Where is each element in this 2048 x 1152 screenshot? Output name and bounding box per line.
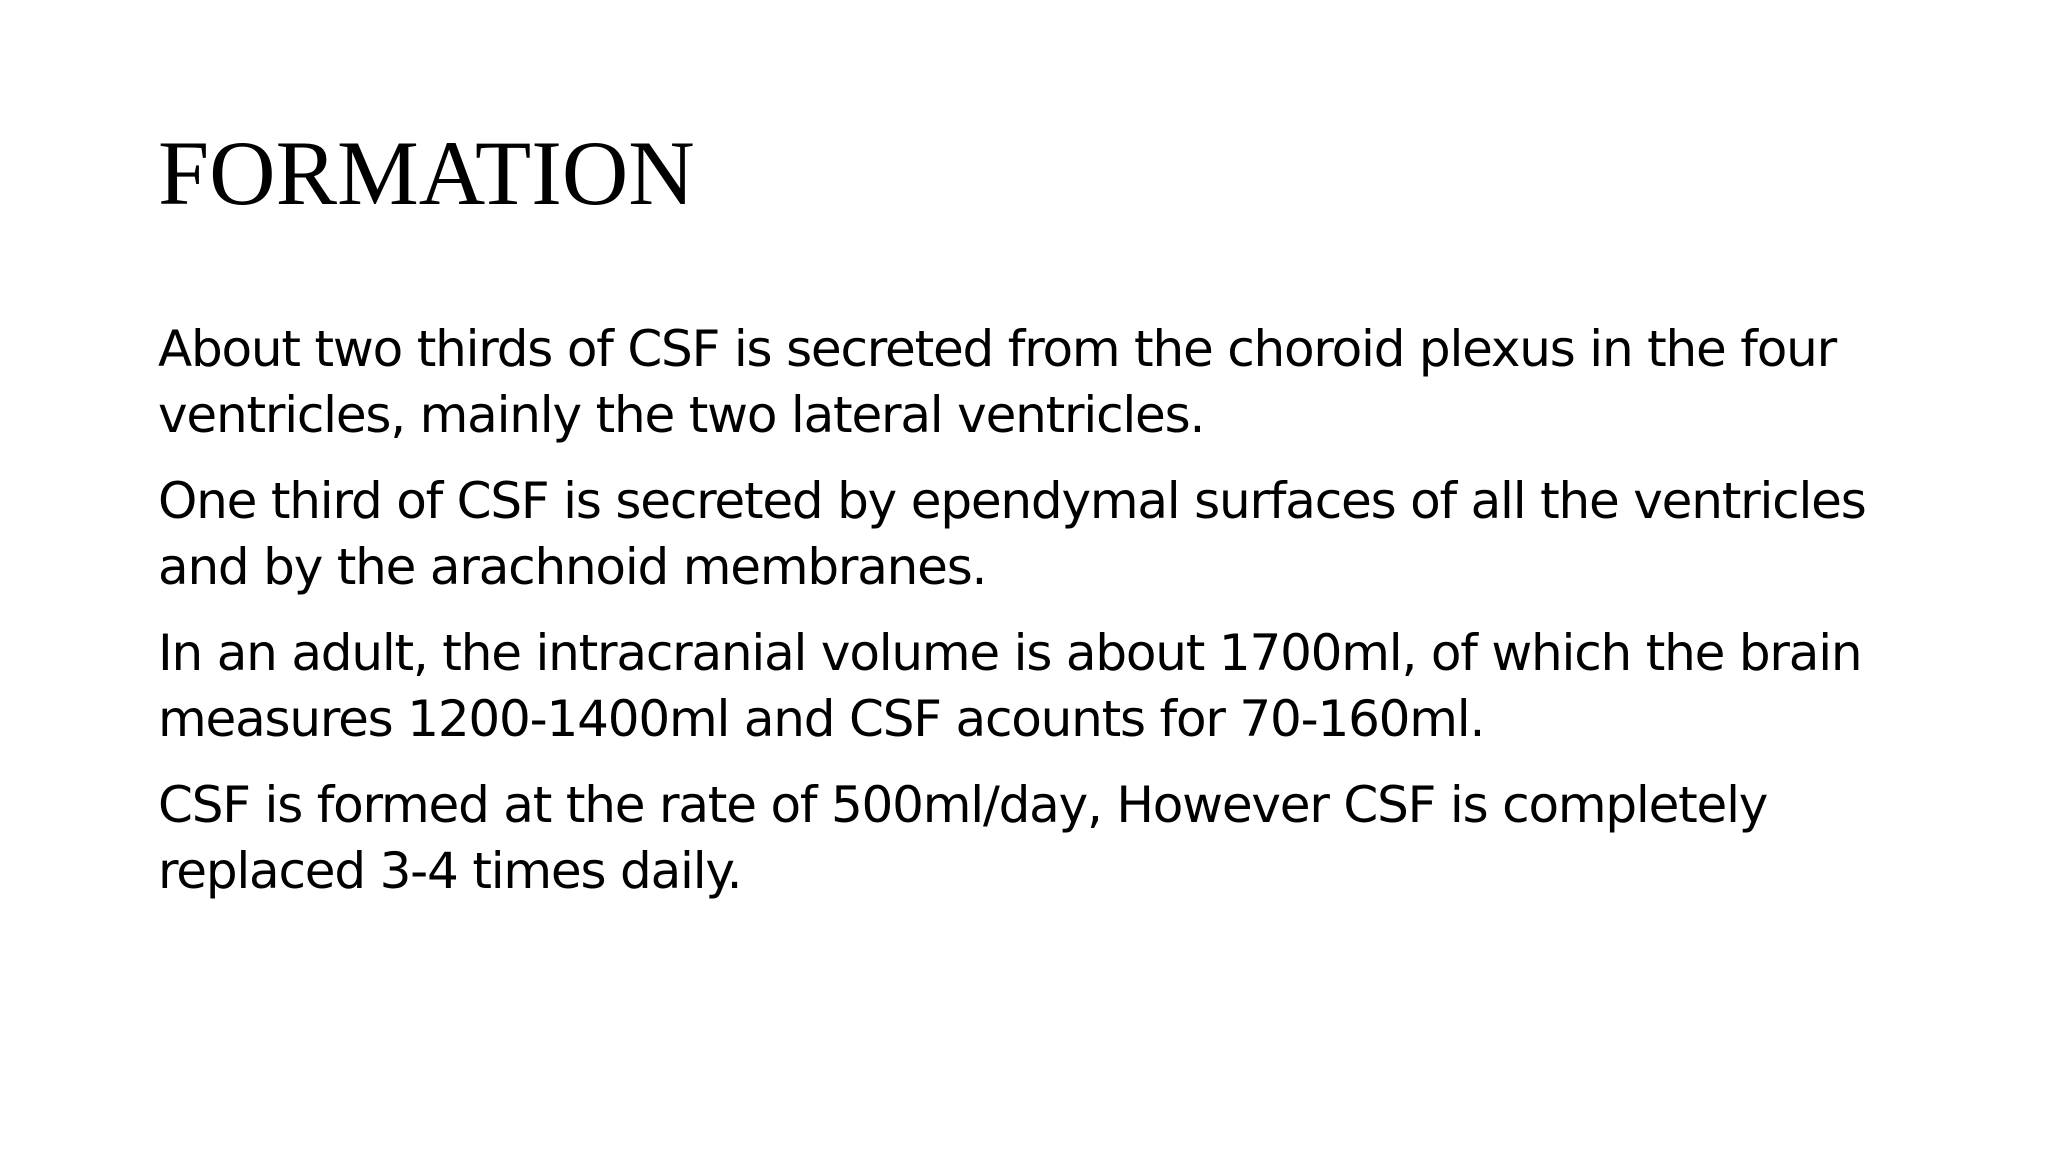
paragraph-csf-choroid-plexus: About two thirds of CSF is secreted from the choroid plexus in the four ventricles, mainly the two lateral ventricles.: [158, 320, 1836, 444]
paragraph-intracranial-volume: In an adult, the intracranial volume is about 1700ml, of which the brain measures 1200-1400ml and CSF acounts for 70-160ml.: [158, 624, 1862, 748]
slide-title: FORMATION: [158, 122, 695, 224]
slide-body: [158, 316, 1938, 924]
paragraph-csf-ependymal: One third of CSF is secreted by ependymal surfaces of all the ventricles and by the arachnoid membranes.: [158, 472, 1866, 596]
paragraph-csf-formation-rate: CSF is formed at the rate of 500ml/day, However CSF is completely replaced 3-4 times daily.: [158, 776, 1768, 900]
